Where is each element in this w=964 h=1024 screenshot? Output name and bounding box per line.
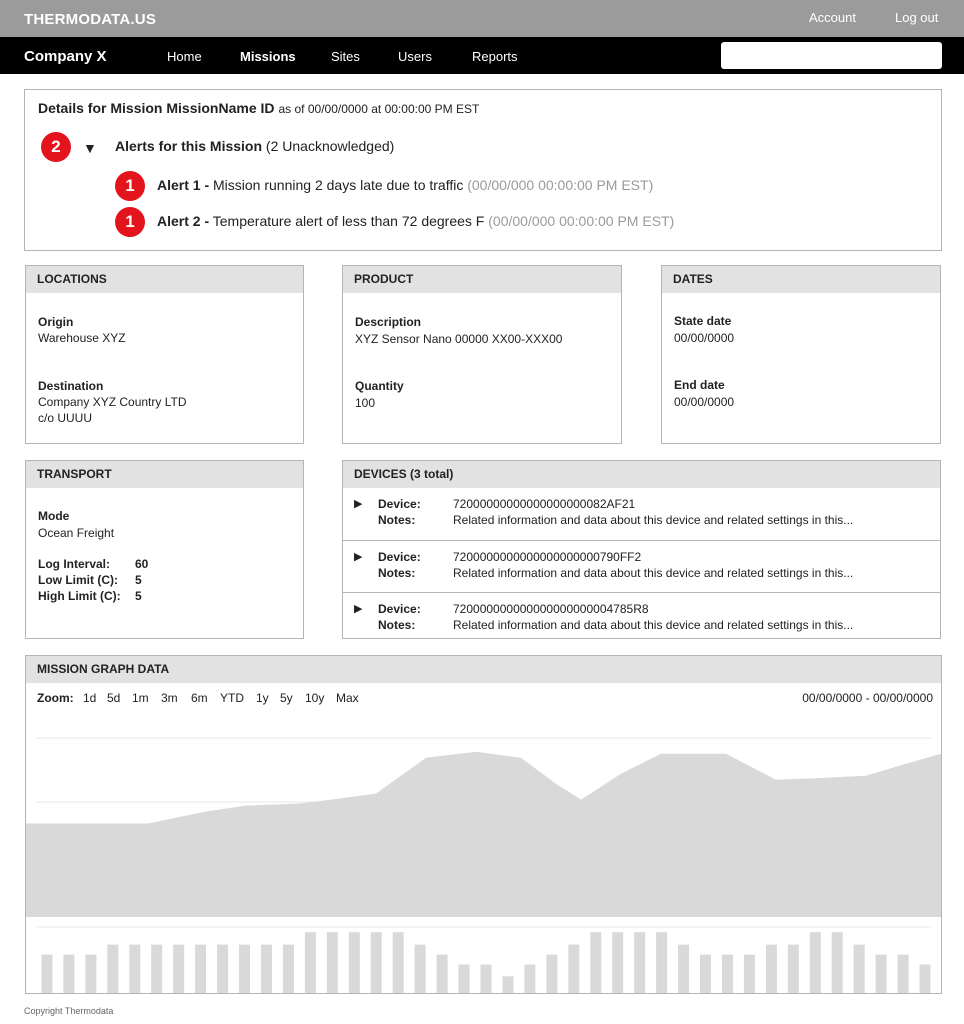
nav-reports[interactable]: Reports xyxy=(472,49,518,64)
alert-item[interactable] xyxy=(157,177,653,193)
navigator-bar xyxy=(788,945,799,993)
log-interval-label: Log Interval: xyxy=(38,557,111,571)
navigator-bar xyxy=(590,932,601,993)
destination-line-1: Company XYZ Country LTD xyxy=(38,395,187,409)
high-limit-value: 5 xyxy=(135,589,142,603)
device-row[interactable] xyxy=(343,488,940,540)
notes-label: Notes: xyxy=(378,513,416,527)
locations-header: LOCATIONS xyxy=(26,266,303,293)
navigator-bar xyxy=(503,976,514,993)
high-limit-label: High Limit (C): xyxy=(38,589,121,603)
transport-header: TRANSPORT xyxy=(26,461,303,488)
zoom-5y[interactable]: 5y xyxy=(280,691,293,705)
mission-title: Details for Mission MissionName ID xyxy=(38,100,275,116)
navigator-bar xyxy=(371,932,382,993)
navigator-bar xyxy=(349,932,360,993)
locations-panel xyxy=(25,265,304,444)
navigator-bar xyxy=(612,932,623,993)
device-label: Device: xyxy=(378,550,421,564)
nav-missions[interactable]: Missions xyxy=(240,49,296,64)
description-label: Description xyxy=(355,315,422,329)
navigator-bar xyxy=(42,955,53,993)
end-date-label: End date xyxy=(674,378,725,392)
navigator-bar xyxy=(700,955,711,993)
product-header: PRODUCT xyxy=(343,266,621,293)
device-label: Device: xyxy=(378,497,421,511)
alert-item[interactable] xyxy=(157,213,674,229)
dates-panel xyxy=(661,265,941,444)
navigator-bar xyxy=(766,945,777,993)
navigator-bar xyxy=(481,965,492,994)
copyright: Copyright Thermodata xyxy=(24,1006,114,1016)
main-nav xyxy=(0,37,964,74)
area-series xyxy=(26,752,941,917)
device-label: Device: xyxy=(378,602,421,616)
graph-header: MISSION GRAPH DATA xyxy=(26,656,941,683)
alert-count-badge: 2 xyxy=(41,132,71,162)
search-input[interactable] xyxy=(721,42,942,69)
device-notes: Related information and data about this device and related settings in this... xyxy=(453,513,854,527)
zoom-label: Zoom: xyxy=(37,691,74,705)
navigator-bar xyxy=(239,945,250,993)
navigator-bar xyxy=(195,945,206,993)
description-value: XYZ Sensor Nano 00000 XX00-XXX00 xyxy=(355,332,563,346)
mode-label: Mode xyxy=(38,509,70,523)
navigator-bar xyxy=(327,932,338,993)
devices-panel xyxy=(342,460,941,639)
zoom-5d[interactable]: 5d xyxy=(107,691,121,705)
zoom-1d[interactable]: 1d xyxy=(83,691,97,705)
device-notes: Related information and data about this device and related settings in this... xyxy=(453,566,854,580)
brand-logo[interactable]: THERMODATA.US xyxy=(24,11,157,28)
dates-header: DATES xyxy=(662,266,940,293)
alerts-title: Alerts for this Mission xyxy=(115,138,263,154)
alerts-toggle[interactable] xyxy=(115,138,394,154)
quantity-value: 100 xyxy=(355,396,376,410)
alert-message: Mission running 2 days late due to traffic xyxy=(213,177,464,193)
zoom-1m[interactable]: 1m xyxy=(132,691,149,705)
navigator-bar xyxy=(722,955,733,993)
alert-title: Alert 2 - xyxy=(157,213,210,229)
navigator-bar xyxy=(437,955,448,993)
alert-1-badge[interactable]: 1 xyxy=(115,171,145,201)
graph-date-range: 00/00/0000 - 00/00/0000 xyxy=(802,691,933,705)
navigator-bar xyxy=(920,965,931,994)
destination-label: Destination xyxy=(38,379,104,393)
mission-details-panel xyxy=(24,89,942,251)
navigator-bar xyxy=(63,955,74,993)
navigator-bar xyxy=(568,945,579,993)
navigator-bar xyxy=(393,932,404,993)
account-link[interactable]: Account xyxy=(809,10,856,25)
device-id: 7200000000000000000000790FF2 xyxy=(453,550,642,564)
devices-header: DEVICES (3 total) xyxy=(343,461,940,488)
navigator-bar xyxy=(151,945,162,993)
nav-users[interactable]: Users xyxy=(398,49,432,64)
company-name: Company X xyxy=(24,48,107,65)
navigator-bar xyxy=(129,945,140,993)
navigator-bar xyxy=(546,955,557,993)
start-date-value: 00/00/0000 xyxy=(674,331,735,345)
top-bar xyxy=(0,0,964,37)
zoom-ytd[interactable]: YTD xyxy=(220,691,244,705)
expand-triangle-icon[interactable]: ▶ xyxy=(354,603,363,615)
log-interval-value: 60 xyxy=(135,557,149,571)
device-id: 72000000000000000000082AF21 xyxy=(453,497,636,511)
alert-title: Alert 1 - xyxy=(157,177,210,193)
mission-graph[interactable] xyxy=(26,712,941,993)
navigator-bar xyxy=(283,945,294,993)
navigator-bar xyxy=(459,965,470,994)
device-row[interactable] xyxy=(343,592,940,638)
navigator-bar xyxy=(415,945,426,993)
navigator-bar xyxy=(261,945,272,993)
device-id: 720000000000000000000004785R8 xyxy=(453,602,649,616)
destination-line-2: c/o UUUU xyxy=(38,411,93,425)
navigator-bar xyxy=(305,932,316,993)
device-row[interactable] xyxy=(343,540,940,592)
navigator-bar xyxy=(524,965,535,994)
navigator-bar xyxy=(832,932,843,993)
navigator-bar xyxy=(85,955,96,993)
zoom-10y[interactable]: 10y xyxy=(305,691,325,705)
device-notes: Related information and data about this device and related settings in this... xyxy=(453,618,854,632)
navigator-bar xyxy=(107,945,118,993)
navigator-bar xyxy=(678,945,689,993)
zoom-1y[interactable]: 1y xyxy=(256,691,269,705)
low-limit-label: Low Limit (C): xyxy=(38,573,118,587)
low-limit-value: 5 xyxy=(135,573,142,587)
expand-triangle-icon[interactable]: ▶ xyxy=(354,498,363,510)
expand-triangle-icon[interactable]: ▶ xyxy=(354,551,363,563)
mode-value: Ocean Freight xyxy=(38,526,115,540)
navigator-bar xyxy=(656,932,667,993)
navigator-bar xyxy=(173,945,184,993)
alert-time: (00/00/000 00:00:00 PM EST) xyxy=(488,213,675,229)
navigator-bar xyxy=(744,955,755,993)
start-date-label: State date xyxy=(674,314,732,328)
navigator-bar xyxy=(876,955,887,993)
alert-time: (00/00/000 00:00:00 PM EST) xyxy=(467,177,654,193)
nav-sites[interactable]: Sites xyxy=(331,49,360,64)
notes-label: Notes: xyxy=(378,618,416,632)
navigator-bar xyxy=(217,945,228,993)
zoom-max[interactable]: Max xyxy=(336,691,359,705)
nav-home[interactable]: Home xyxy=(167,49,202,64)
origin-label: Origin xyxy=(38,315,74,329)
navigator-bar xyxy=(854,945,865,993)
navigator-bar xyxy=(898,955,909,993)
as-of-text: as of 00/00/0000 at 00:00:00 PM EST xyxy=(278,102,480,116)
page-title xyxy=(38,100,479,116)
transport-panel xyxy=(25,460,304,639)
quantity-label: Quantity xyxy=(355,379,404,393)
zoom-6m[interactable]: 6m xyxy=(191,691,208,705)
collapse-triangle-icon[interactable]: ▼ xyxy=(83,140,97,156)
mission-graph-panel xyxy=(25,655,942,994)
product-panel xyxy=(342,265,622,444)
origin-value: Warehouse XYZ xyxy=(38,331,126,345)
end-date-value: 00/00/0000 xyxy=(674,395,735,409)
navigator-bar xyxy=(810,932,821,993)
notes-label: Notes: xyxy=(378,566,416,580)
alert-message: Temperature alert of less than 72 degrees F xyxy=(212,213,485,229)
zoom-3m[interactable]: 3m xyxy=(161,691,178,705)
logout-link[interactable]: Log out xyxy=(895,10,939,25)
navigator-bar xyxy=(634,932,645,993)
alert-2-badge[interactable]: 1 xyxy=(115,207,145,237)
alerts-unacknowledged: (2 Unacknowledged) xyxy=(265,138,395,154)
